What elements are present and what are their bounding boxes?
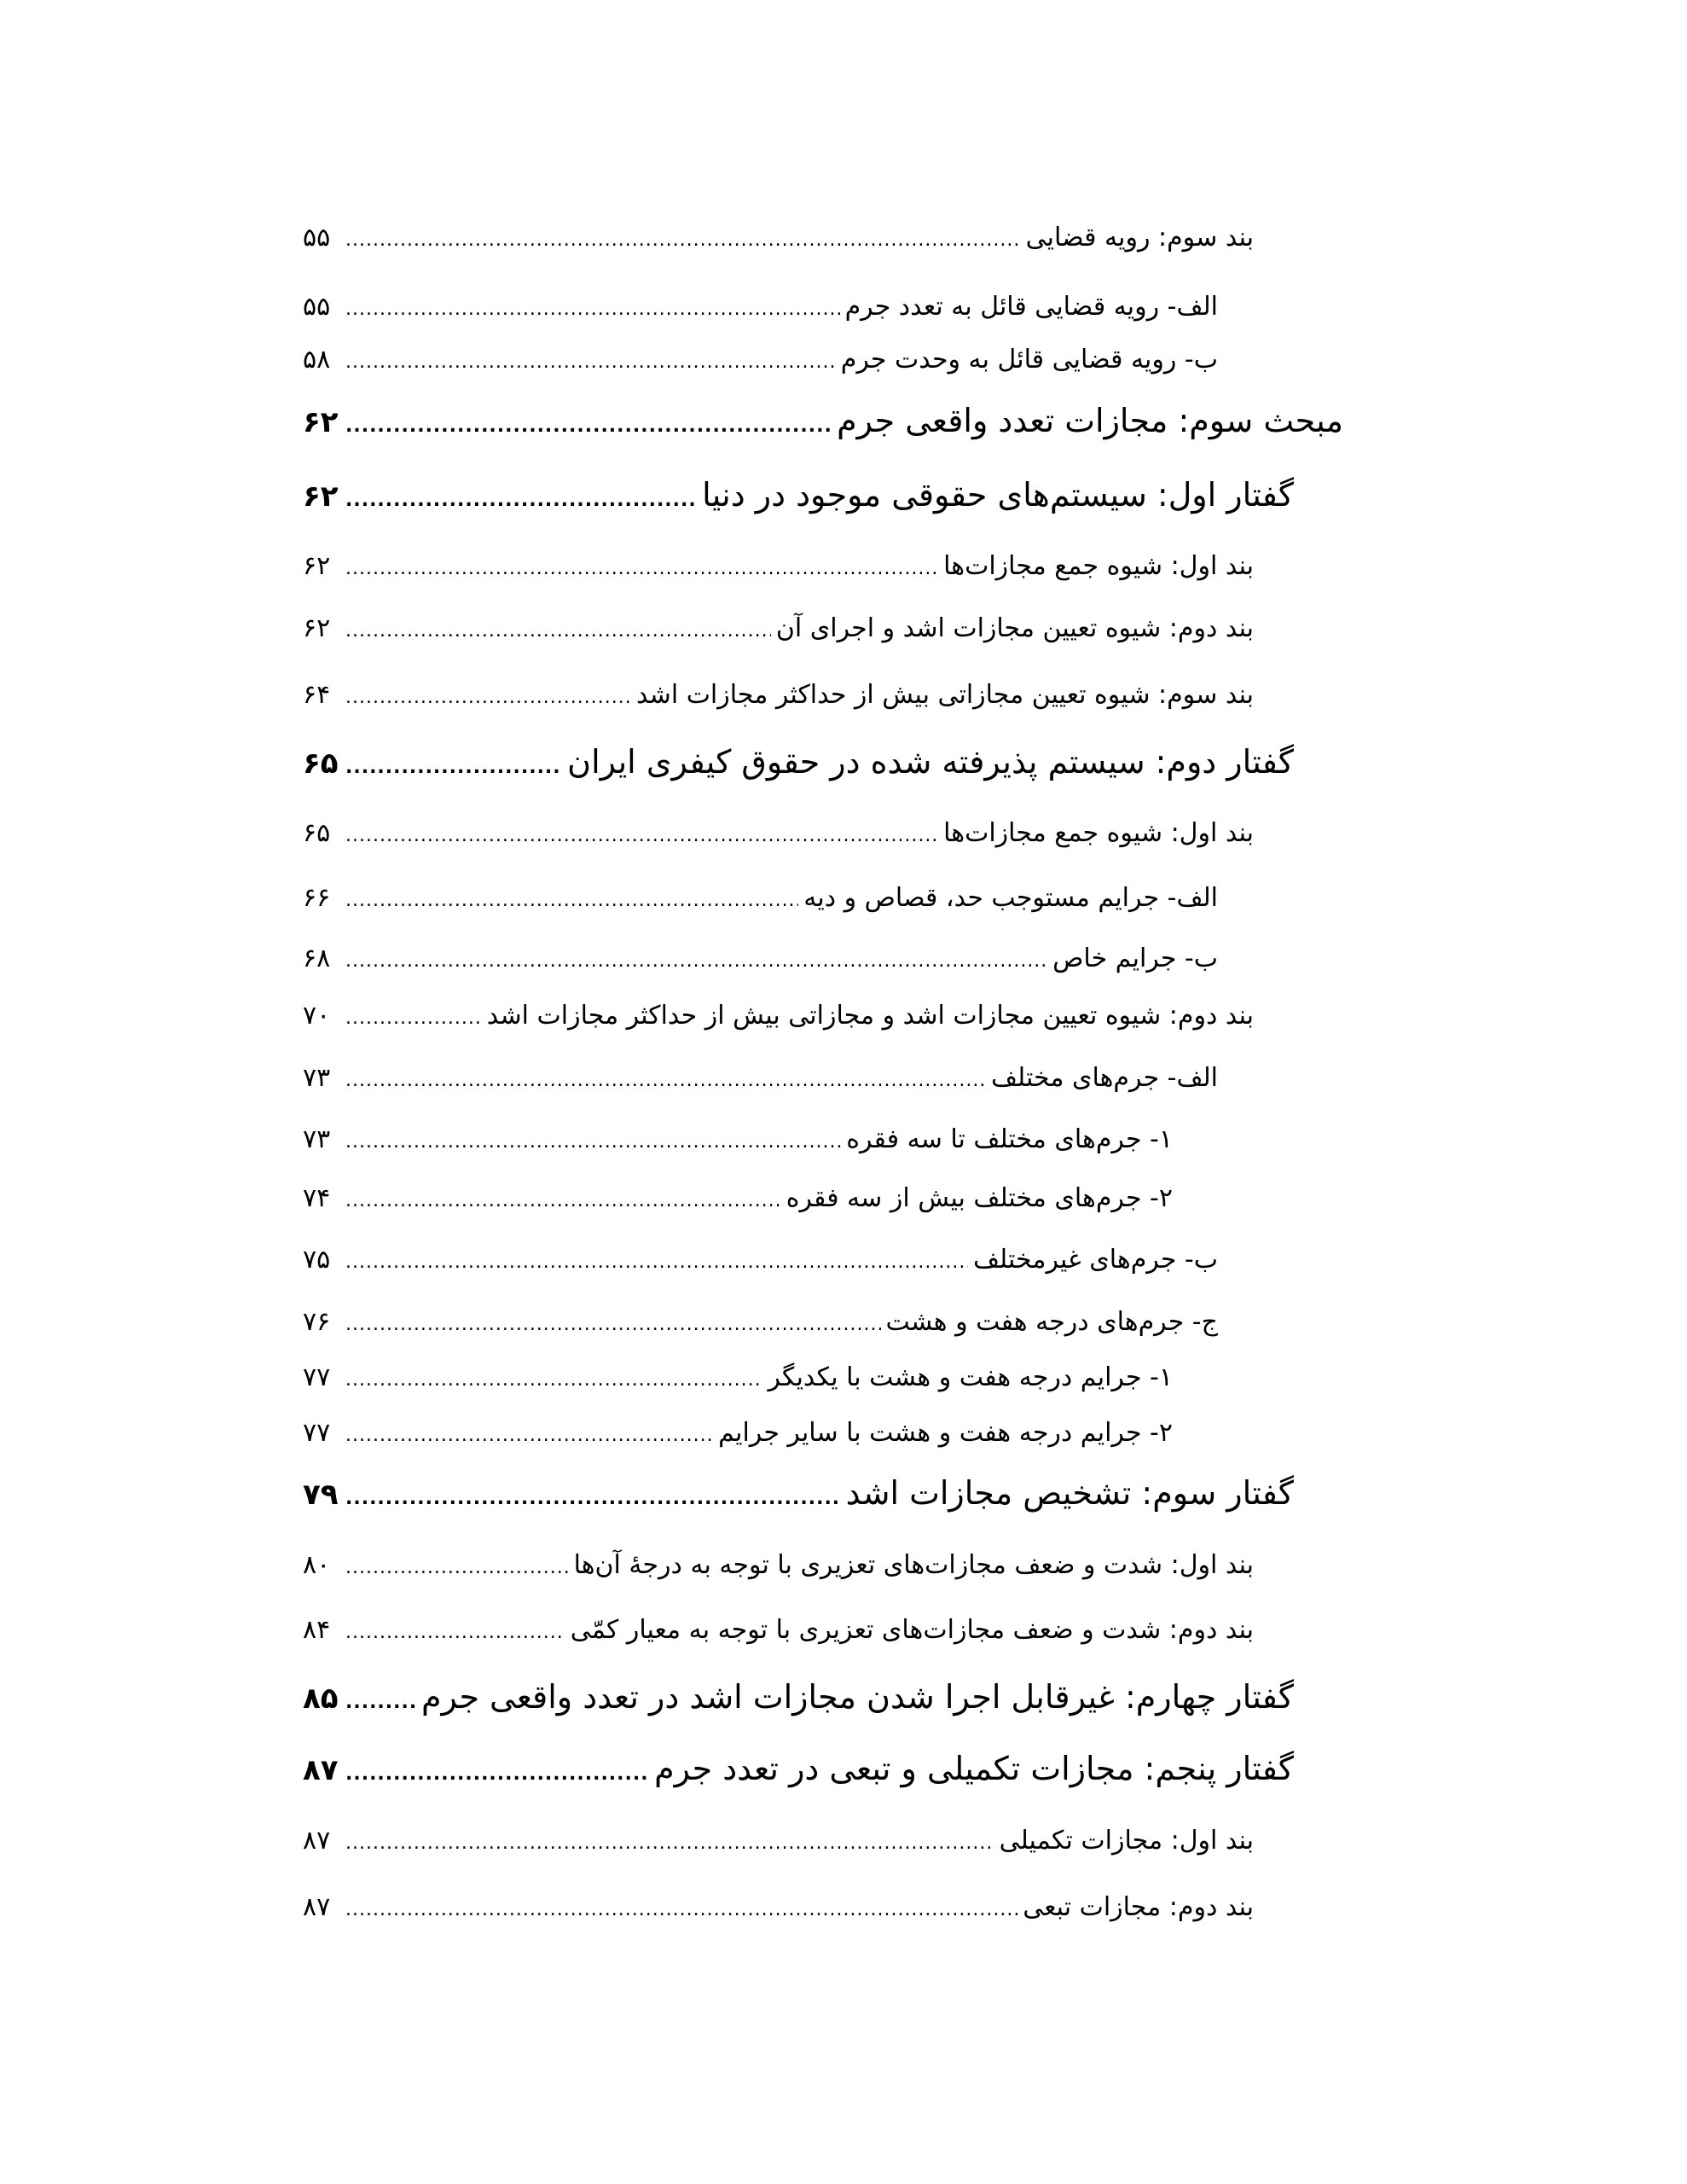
dot-leader	[345, 401, 832, 452]
toc-entry	[303, 1173, 1173, 1224]
dot-leader	[345, 993, 482, 1044]
toc-entry	[303, 1882, 1254, 1933]
toc-entry	[303, 808, 1254, 859]
entry-title: گفتار دوم: سیستم پذیرفته شده در حقوق کیفری ایران	[567, 743, 1294, 781]
page-number: ۶۵	[303, 746, 339, 781]
toc-entry	[303, 1053, 1218, 1104]
toc-entry	[303, 1540, 1254, 1591]
entry-title: ۲- جرم‌های مختلف بیش از سه فقره	[786, 1183, 1173, 1213]
page-number: ۶۲	[303, 613, 331, 643]
toc-entry	[303, 1352, 1173, 1403]
entry-title: الف- جرایم مستوجب حد، قصاص و دیه	[803, 883, 1218, 913]
entry-title: الف- جرم‌های مختلف	[990, 1063, 1218, 1093]
page-number: ۶۲	[303, 479, 339, 514]
entry-title: گفتار چهارم: غیرقابل اجرا شدن مجازات اشد در تعدد واقعی جرم	[420, 1678, 1294, 1716]
toc-chapter-heading	[303, 1671, 1294, 1722]
page-number: ۶۸	[303, 944, 331, 973]
dot-leader	[345, 337, 836, 388]
page-number: ۶۲	[303, 405, 339, 439]
entry-title: بند سوم: شیوه تعیین مجازاتی بیش از حداکثر مجازات اشد	[635, 680, 1254, 710]
toc-entry	[303, 334, 1218, 386]
toc-chapter-heading	[303, 736, 1294, 787]
page-number: ۸۷	[303, 1892, 331, 1922]
dot-leader	[345, 1677, 416, 1728]
toc-entry	[303, 541, 1254, 592]
dot-leader	[345, 936, 1047, 987]
dot-leader	[345, 1607, 565, 1658]
dot-leader	[345, 875, 798, 926]
page-number: ۸۷	[303, 1753, 339, 1787]
dot-leader	[345, 672, 631, 723]
entry-title: مبحث سوم: مجازات تعدد واقعی جرم	[837, 402, 1343, 439]
toc-entry	[303, 1605, 1254, 1656]
dot-leader	[345, 1542, 569, 1594]
dot-leader	[345, 1299, 881, 1350]
toc-entry	[303, 990, 1254, 1042]
dot-leader	[345, 1117, 841, 1168]
toc-entry	[303, 873, 1218, 924]
entry-title: ج- جرم‌های درجه هفت و هشت	[885, 1307, 1218, 1337]
entry-title: ب- جرم‌های غیرمختلف	[972, 1245, 1218, 1275]
toc-entry	[303, 1234, 1218, 1286]
dot-leader	[345, 742, 562, 793]
entry-title: ۱- جرم‌های مختلف تا سه فقره	[846, 1124, 1173, 1154]
dot-leader	[345, 215, 1021, 266]
entry-title: بند اول: شیوه جمع مجازات‌ها	[943, 551, 1254, 581]
entry-title: بند دوم: شیوه تعیین مجازات اشد و مجازاتی بیش از حداکثر مجازات اشد	[486, 1001, 1254, 1031]
page-number: ۷۳	[303, 1063, 331, 1093]
dot-leader	[345, 1355, 762, 1406]
toc-entry	[303, 212, 1254, 264]
entry-title: بند اول: شدت و ضعف مجازات‌های تعزیری با توجه به درجهٔ آن‌ها	[573, 1550, 1254, 1580]
dot-leader	[345, 1237, 968, 1288]
toc-entry	[303, 1408, 1173, 1459]
page-number: ۶۶	[303, 883, 331, 913]
dot-leader	[345, 1473, 841, 1525]
entry-title: گفتار اول: سیستم‌های حقوقی موجود در دنیا	[702, 476, 1294, 514]
page-number: ۷۴	[303, 1183, 331, 1213]
page-number: ۷۹	[303, 1478, 339, 1512]
entry-title: بند دوم: شدت و ضعف مجازات‌های تعزیری با توجه به معیار کمّی	[570, 1615, 1254, 1645]
toc-entry	[303, 933, 1218, 985]
entry-title: بند اول: مجازات تکمیلی	[999, 1826, 1254, 1856]
dot-leader	[345, 543, 938, 595]
page-number: ۶۵	[303, 818, 331, 848]
toc-chapter-heading	[303, 1743, 1294, 1794]
entry-title: ب- رویه قضایی قائل به وحدت جرم	[840, 345, 1218, 375]
entry-title: بند سوم: رویه قضایی	[1025, 223, 1254, 253]
page-number: ۸۴	[303, 1615, 331, 1645]
toc-entry	[303, 282, 1218, 333]
toc-chapter-heading	[303, 1467, 1294, 1519]
entry-title: ۲- جرایم درجه هفت و هشت با سایر جرایم	[718, 1418, 1173, 1448]
entry-title: گفتار سوم: تشخیص مجازات اشد	[845, 1474, 1294, 1512]
dot-leader	[345, 810, 938, 862]
dot-leader	[345, 606, 771, 657]
page-number: ۶۴	[303, 680, 331, 710]
page-number: ۷۷	[303, 1362, 331, 1392]
page-number: ۵۵	[303, 292, 331, 322]
entry-title: ۱- جرایم درجه هفت و هشت با یکدیگر	[768, 1362, 1173, 1392]
page-number: ۷۷	[303, 1418, 331, 1448]
entry-title: بند دوم: مجازات تبعی	[1023, 1892, 1254, 1922]
page-number: ۶۲	[303, 551, 331, 581]
dot-leader	[345, 1410, 713, 1461]
dot-leader	[345, 1176, 781, 1227]
toc-entry	[303, 670, 1254, 721]
toc-section-heading	[303, 395, 1343, 446]
entry-title: بند اول: شیوه جمع مجازات‌ها	[943, 818, 1254, 848]
page-number: ۷۰	[303, 1001, 331, 1031]
toc-entry	[303, 1297, 1218, 1348]
toc-chapter-heading	[303, 469, 1294, 520]
dot-leader	[345, 1055, 986, 1107]
entry-title: گفتار پنجم: مجازات تکمیلی و تبعی در تعدد جرم	[654, 1750, 1294, 1787]
page-number: ۸۷	[303, 1826, 331, 1856]
dot-leader	[345, 1818, 994, 1869]
page-number: ۸۰	[303, 1550, 331, 1580]
page-number: ۵۵	[303, 223, 331, 253]
page-number: ۷۵	[303, 1245, 331, 1275]
page-number: ۷۶	[303, 1307, 331, 1337]
toc-entry	[303, 603, 1254, 654]
dot-leader	[345, 284, 840, 335]
dot-leader	[345, 475, 697, 526]
toc-entry	[303, 1114, 1173, 1165]
page-number: ۵۸	[303, 345, 331, 375]
entry-title: الف- رویه قضایی قائل به تعدد جرم	[844, 292, 1218, 322]
dot-leader	[345, 1885, 1017, 1936]
page-number: ۸۵	[303, 1682, 339, 1716]
dot-leader	[345, 1749, 649, 1800]
page-number: ۷۳	[303, 1124, 331, 1154]
toc-entry	[303, 1815, 1254, 1867]
entry-title: ب- جرایم خاص	[1052, 944, 1218, 973]
entry-title: بند دوم: شیوه تعیین مجازات اشد و اجرای آن	[775, 613, 1254, 643]
